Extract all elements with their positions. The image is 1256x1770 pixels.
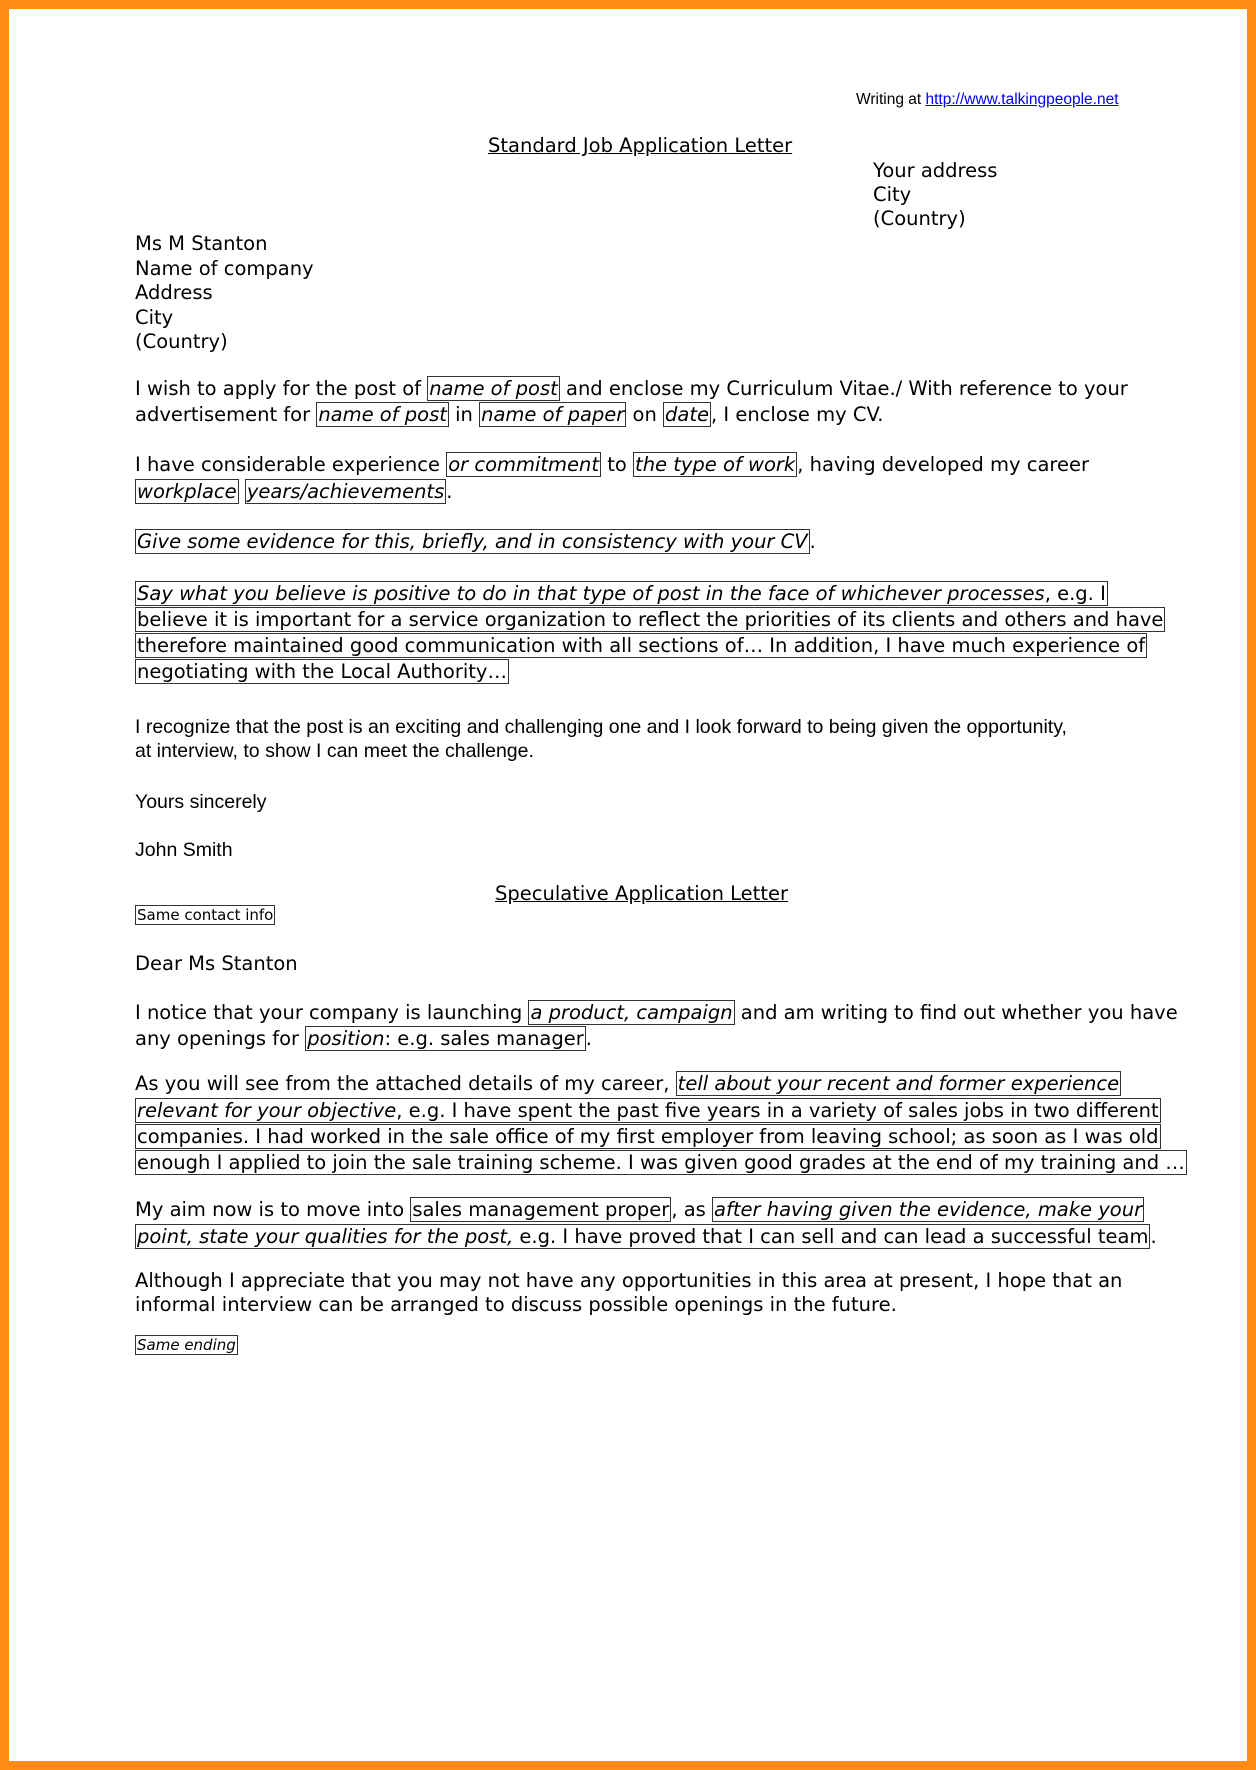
text: , I enclose my CV.: [711, 403, 884, 426]
placeholder-box: or commitment: [448, 453, 600, 476]
text: I recognize that the post is an exciting and challenging one and I look forward to being given the opportunity,: [135, 716, 1067, 738]
spec-para2-line3: [135, 1124, 1161, 1149]
text: .: [446, 480, 453, 503]
text: and am writing to find out whether you have: [734, 1001, 1178, 1024]
recipient-line: Ms M Stanton: [135, 232, 268, 255]
text: I have considerable experience: [135, 453, 447, 476]
standard-para4-line2: [135, 607, 1165, 632]
example-box: companies. I had worked in the sale office of my first employer from leaving school; as soon as I was old: [137, 1125, 1159, 1148]
text: .: [585, 1027, 592, 1050]
text: , having developed my career: [797, 453, 1090, 476]
placeholder-box: name of post: [318, 403, 447, 426]
source-line: [856, 91, 1119, 109]
placeholder-box: workplace: [137, 480, 237, 503]
text: on: [626, 403, 664, 426]
example-box: tell about your recent and former experience: [677, 1072, 1120, 1095]
text: informal interview can be arranged to discuss possible openings in the future.: [135, 1293, 897, 1316]
text: .: [809, 530, 816, 553]
placeholder-box: years/achievements: [246, 480, 445, 503]
example-box: enough I applied to join the sale training scheme. I was given good grades at the end of my training and …: [137, 1151, 1185, 1174]
sender-address: [873, 159, 997, 231]
placeholder-box: sales management proper: [412, 1198, 670, 1221]
text: in: [448, 403, 480, 426]
closing: Yours sincerely: [135, 791, 267, 813]
text: As you will see from the attached details of my career,: [135, 1072, 676, 1095]
sender-line: (Country): [873, 207, 966, 230]
recipient-line: City: [135, 305, 174, 329]
spec-para2-line4: [135, 1150, 1187, 1175]
placeholder-box: Give some evidence for this, briefly, and in consistency with your CV: [137, 530, 808, 553]
placeholder-box: name of post: [429, 377, 558, 400]
recipient-line: (Country): [135, 330, 228, 353]
spec-para3-line2: [135, 1224, 1157, 1249]
text: advertisement for: [135, 403, 317, 426]
text: Say what you believe is positive to do in that type of post in the face of whichever processes: [137, 582, 1045, 605]
example-box: [135, 1098, 1161, 1123]
sender-line: Your address: [873, 159, 998, 182]
text: I wish to apply for the post of: [135, 377, 428, 400]
text: e.g. I have proved that I can sell and can lead a successful team: [513, 1225, 1149, 1248]
standard-para3: [135, 530, 816, 553]
example-box: after having given the evidence, make your: [714, 1198, 1143, 1221]
spec-para4: [135, 1269, 1122, 1317]
placeholder-box: [305, 1026, 586, 1051]
standard-para4-line1: [135, 581, 1108, 606]
example-box: [135, 1224, 1150, 1249]
writing-prefix: Writing at: [856, 91, 926, 108]
recipient-line: Address: [135, 281, 213, 304]
text: , e.g. I have spent the past five years in a variety of sales jobs in two different: [396, 1099, 1159, 1122]
salutation: Dear Ms Stanton: [135, 952, 298, 975]
standard-para2-line1: [135, 453, 1089, 476]
text: any openings for: [135, 1027, 306, 1050]
placeholder-box: name of paper: [481, 403, 625, 426]
text: and enclose my Curriculum Vitae./ With reference to your: [559, 377, 1128, 400]
example-box: therefore maintained good communication with all sections of… In addition, I have much experience of: [137, 634, 1146, 657]
text: to: [601, 453, 634, 476]
standard-para2-line2: [135, 480, 452, 503]
standard-letter-title: Standard Job Application Letter: [488, 134, 793, 157]
example-box: [135, 581, 1108, 606]
text: at interview, to show I can meet the challenge.: [135, 740, 534, 762]
placeholder-box: the type of work: [635, 453, 796, 476]
spec-para2-line2: [135, 1098, 1161, 1123]
recipient-address: [135, 232, 314, 355]
recipient-line: Name of company: [135, 256, 314, 280]
standard-para4-line4: [135, 659, 509, 684]
text: position: [307, 1027, 385, 1050]
text: : e.g. sales manager: [384, 1027, 584, 1050]
example-box: negotiating with the Local Authority…: [137, 660, 507, 683]
signature: John Smith: [135, 839, 233, 861]
standard-para1-line1: [135, 377, 1128, 400]
source-link[interactable]: http://www.talkingpeople.net: [925, 91, 1119, 108]
standard-para1-line2: [135, 403, 884, 426]
standard-para4-line3: [135, 633, 1147, 658]
text: , e.g. I: [1044, 582, 1106, 605]
spec-para1-line2: [135, 1027, 592, 1050]
text: Same ending: [137, 1336, 236, 1354]
contact-note: [135, 906, 275, 924]
speculative-letter-title: Speculative Application Letter: [495, 882, 788, 905]
spec-para2-line1: [135, 1072, 1121, 1095]
text: .: [1150, 1225, 1157, 1248]
spec-para1-line1: [135, 1001, 1178, 1024]
text: My aim now is to move into: [135, 1198, 411, 1221]
standard-para5: [135, 715, 1067, 763]
ending-note: [135, 1336, 238, 1354]
placeholder-box: a product, campaign: [530, 1001, 733, 1024]
text: point, state your qualities for the post,: [137, 1225, 514, 1248]
text: relevant for your objective: [137, 1099, 397, 1122]
text: Although I appreciate that you may not have any opportunities in this area at present, I hope that an: [135, 1269, 1123, 1292]
text: I notice that your company is launching: [135, 1001, 529, 1024]
sender-line: City: [873, 183, 912, 206]
placeholder-box: date: [665, 403, 709, 426]
example-box: believe it is important for a service organization to reflect the priorities of its clients and others and have: [137, 608, 1164, 631]
text: , as: [671, 1198, 713, 1221]
spec-para3-line1: [135, 1198, 1144, 1221]
text: Same contact info: [137, 906, 274, 924]
